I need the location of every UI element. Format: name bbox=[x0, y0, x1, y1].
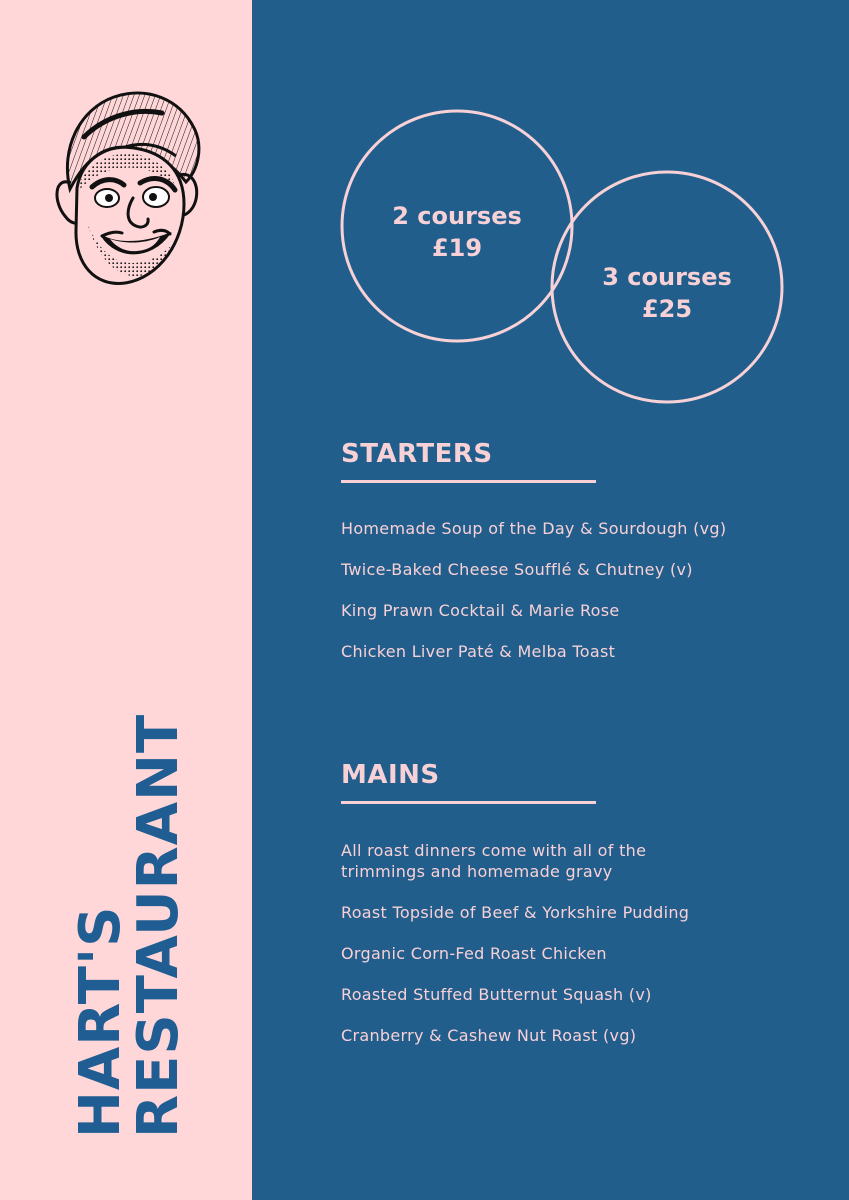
mains-note: All roast dinners come with all of the trimmings and homemade gravy bbox=[341, 841, 647, 881]
price-label-two-courses bbox=[347, 200, 567, 264]
mains-list bbox=[341, 840, 761, 1046]
mains-divider bbox=[341, 801, 596, 804]
two-courses-price: £19 bbox=[431, 234, 483, 262]
main-item: Roasted Stuffed Butternut Squash (v) bbox=[341, 985, 652, 1004]
main-item: Roast Topside of Beef & Yorkshire Pudding bbox=[341, 903, 690, 922]
restaurant-name bbox=[68, 713, 191, 1138]
starter-item: King Prawn Cocktail & Marie Rose bbox=[341, 601, 620, 620]
starters-title: STARTERS bbox=[341, 439, 493, 469]
starter-item: Chicken Liver Paté & Melba Toast bbox=[341, 642, 616, 661]
brand-line-2: RESTAURANT bbox=[126, 713, 191, 1138]
two-courses-label: 2 courses bbox=[392, 202, 522, 230]
three-courses-label: 3 courses bbox=[602, 263, 732, 291]
three-courses-price: £25 bbox=[641, 295, 693, 323]
brand-line-1: HART'S bbox=[68, 905, 133, 1138]
mains-title: MAINS bbox=[341, 760, 440, 790]
main-item: Cranberry & Cashew Nut Roast (vg) bbox=[341, 1026, 637, 1045]
main-item: Organic Corn-Fed Roast Chicken bbox=[341, 944, 607, 963]
starter-item: Homemade Soup of the Day & Sourdough (vg) bbox=[341, 519, 727, 538]
starter-item: Twice-Baked Cheese Soufflé & Chutney (v) bbox=[341, 560, 693, 579]
starters-divider bbox=[341, 480, 596, 483]
starters-list bbox=[341, 518, 761, 662]
price-label-three-courses bbox=[557, 261, 777, 325]
